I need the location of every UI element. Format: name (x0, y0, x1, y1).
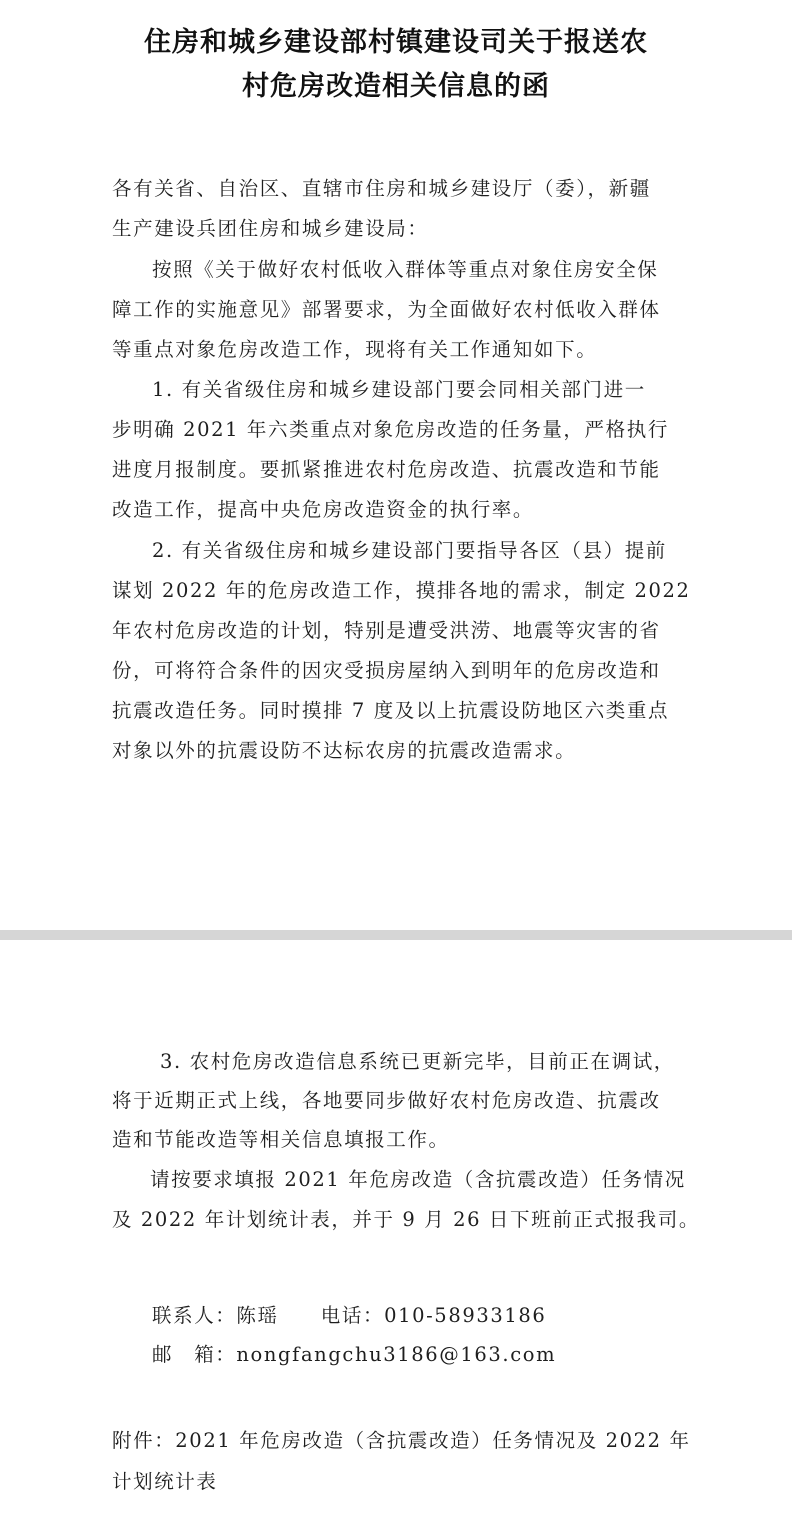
item-2-line-2: 谋划 2022 年的危房改造工作，摸排各地的需求，制定 2022 (112, 579, 691, 602)
item-1-line-3: 进度月报制度。要抓紧推进农村危房改造、抗震改造和节能 (112, 458, 661, 481)
item-2-line-1: 2. 有关省级住房和城乡建设部门要指导各区（县）提前 (152, 539, 667, 562)
item-2-line-5: 抗震改造任务。同时摸排 7 度及以上抗震设防地区六类重点 (112, 699, 670, 722)
item-3-line-2: 将于近期正式上线，各地要同步做好农村危房改造、抗震改 (112, 1089, 661, 1112)
salutation-line-1: 各有关省、自治区、直辖市住房和城乡建设厅（委），新疆 (112, 177, 651, 200)
attachment-line-2: 计划统计表 (112, 1470, 218, 1493)
document-title-line-1: 住房和城乡建设部村镇建设司关于报送农 (144, 27, 648, 58)
contact-person-line: 联系人：陈瑶 电话：010-58933186 (152, 1304, 547, 1327)
item-1-line-4: 改造工作，提高中央危房改造资金的执行率。 (112, 498, 535, 521)
item-2-line-4: 份，可将符合条件的因灾受损房屋纳入到明年的危房改造和 (112, 659, 661, 682)
item-1-line-2: 步明确 2021 年六类重点对象危房改造的任务量，严格执行 (112, 418, 669, 441)
item-3-line-1: 3. 农村危房改造信息系统已更新完毕，目前正在调试， (160, 1050, 675, 1073)
contact-email-line: 邮 箱：nongfangchu3186@163.com (152, 1343, 557, 1366)
salutation-line-2: 生产建设兵团住房和城乡建设局： (112, 217, 429, 240)
item-3-line-3: 造和节能改造等相关信息填报工作。 (112, 1128, 450, 1151)
item-2-line-6: 对象以外的抗震设防不达标农房的抗震改造需求。 (112, 739, 577, 762)
item-2-line-3: 年农村危房改造的计划，特别是遭受洪涝、地震等灾害的省 (112, 619, 661, 642)
item-1-line-1: 1. 有关省级住房和城乡建设部门要会同相关部门进一 (152, 378, 646, 401)
intro-line-1: 按照《关于做好农村低收入群体等重点对象住房安全保 (152, 258, 659, 281)
document-page-2 (0, 940, 792, 1529)
document-title-line-2: 村危房改造相关信息的函 (242, 71, 550, 102)
intro-line-3: 等重点对象危房改造工作，现将有关工作通知如下。 (112, 338, 598, 361)
request-line-1: 请按要求填报 2021 年危房改造（含抗震改造）任务情况 (150, 1168, 686, 1191)
intro-line-2: 障工作的实施意见》部署要求，为全面做好农村低收入群体 (112, 298, 661, 321)
attachment-line-1: 附件：2021 年危房改造（含抗震改造）任务情况及 2022 年 (112, 1429, 691, 1452)
request-line-2: 及 2022 年计划统计表，并于 9 月 26 日下班前正式报我司。 (112, 1208, 700, 1231)
